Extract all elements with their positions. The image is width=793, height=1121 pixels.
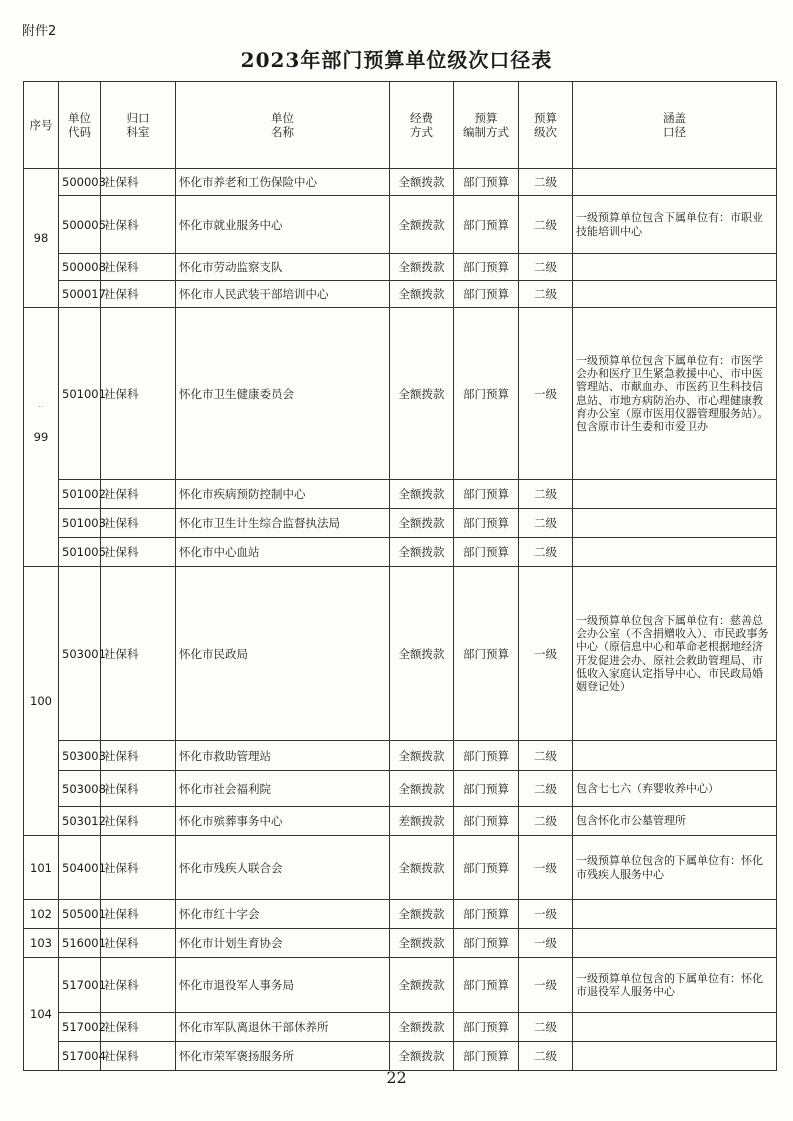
funding-cell: 全额拨款 <box>390 836 454 900</box>
unit-name-cell: 怀化市人民武装干部培训中心 <box>176 281 390 308</box>
budget-method-cell: 部门预算 <box>454 538 519 567</box>
scope-cell: 一级预算单位包含下属单位有：市医学会办和医疗卫生紧急救援中心、市中医管理站、市献血办、市医药卫生科技信息站、市地方病防治办、市心理健康教育办公室（原市医用仪器管理服务站）。包含原市计生委和市爱卫办 <box>573 308 777 480</box>
scope-cell <box>573 509 777 538</box>
scope-cell: 一级预算单位包含下属单位有：市职业技能培训中心 <box>573 196 777 254</box>
dept-cell: 社保科 <box>101 958 176 1013</box>
budget-method-cell: 部门预算 <box>454 741 519 771</box>
unit-code-cell: 504001 <box>59 836 101 900</box>
unit-code-cell: 503003 <box>59 741 101 771</box>
table-row <box>24 281 777 308</box>
table-header-row <box>24 82 777 169</box>
unit-name-cell: 怀化市荣军褒扬服务所 <box>176 1042 390 1071</box>
dept-cell: 社保科 <box>101 836 176 900</box>
budget-method-cell: 部门预算 <box>454 567 519 741</box>
budget-method-cell: 部门预算 <box>454 509 519 538</box>
unit-name-cell: 怀化市疾病预防控制中心 <box>176 480 390 509</box>
table-row <box>24 169 777 196</box>
budget-method-cell: 部门预算 <box>454 254 519 281</box>
header-level: 预算 级次 <box>519 82 573 169</box>
budget-level-cell: 二级 <box>519 254 573 281</box>
unit-name-cell: 怀化市就业服务中心 <box>176 196 390 254</box>
scope-cell <box>573 1013 777 1042</box>
unit-code-cell: 503012 <box>59 807 101 836</box>
scope-cell <box>573 254 777 281</box>
budget-level-cell: 一级 <box>519 567 573 741</box>
budget-level-cell: 一级 <box>519 958 573 1013</box>
funding-cell: 全额拨款 <box>390 900 454 929</box>
budget-level-table <box>23 81 777 1071</box>
budget-method-cell: 部门预算 <box>454 807 519 836</box>
unit-name-cell: 怀化市红十字会 <box>176 900 390 929</box>
scope-cell <box>573 281 777 308</box>
dept-cell: 社保科 <box>101 480 176 509</box>
dept-cell: 社保科 <box>101 807 176 836</box>
dept-cell: 社保科 <box>101 1042 176 1071</box>
budget-method-cell: 部门预算 <box>454 958 519 1013</box>
funding-cell: 差额拨款 <box>390 807 454 836</box>
funding-cell: 全额拨款 <box>390 538 454 567</box>
budget-method-cell: 部门预算 <box>454 308 519 480</box>
dept-cell: 社保科 <box>101 281 176 308</box>
unit-code-cell: 500017 <box>59 281 101 308</box>
unit-name-cell: 怀化市社会福利院 <box>176 771 390 807</box>
table-row <box>24 1013 777 1042</box>
seq-cell: 104 <box>24 958 59 1071</box>
header-scope: 涵盖 口径 <box>573 82 777 169</box>
budget-level-cell: 二级 <box>519 771 573 807</box>
funding-cell: 全额拨款 <box>390 254 454 281</box>
unit-name-cell: 怀化市养老和工伤保险中心 <box>176 169 390 196</box>
funding-cell: 全额拨款 <box>390 958 454 1013</box>
table-row <box>24 836 777 900</box>
budget-level-cell: 一级 <box>519 308 573 480</box>
budget-method-cell: 部门预算 <box>454 480 519 509</box>
table-row <box>24 196 777 254</box>
budget-method-cell: 部门预算 <box>454 929 519 958</box>
budget-level-cell: 二级 <box>519 281 573 308</box>
budget-level-cell: 一级 <box>519 836 573 900</box>
dept-cell: 社保科 <box>101 509 176 538</box>
seq-cell: 99 <box>24 308 59 567</box>
scope-cell: 包含怀化市公墓管理所 <box>573 807 777 836</box>
budget-level-cell: 一级 <box>519 900 573 929</box>
unit-name-cell: 怀化市民政局 <box>176 567 390 741</box>
scope-cell <box>573 480 777 509</box>
scope-cell <box>573 929 777 958</box>
scope-cell: 一级预算单位包含下属单位有：慈善总会办公室（不含捐赠收入）、市民政事务中心（原信息中心和革命老根据地经济开发促进会办、原社会救助管理局、市低收入家庭认定指导中心、市民政局婚姻登记处） <box>573 567 777 741</box>
funding-cell: 全额拨款 <box>390 1042 454 1071</box>
budget-method-cell: 部门预算 <box>454 169 519 196</box>
budget-method-cell: 部门预算 <box>454 196 519 254</box>
unit-code-cell: 516001 <box>59 929 101 958</box>
budget-level-cell: 二级 <box>519 538 573 567</box>
unit-name-cell: 怀化市救助管理站 <box>176 741 390 771</box>
dept-cell: 社保科 <box>101 196 176 254</box>
unit-name-cell: 怀化市中心血站 <box>176 538 390 567</box>
table-row <box>24 900 777 929</box>
budget-level-cell: 二级 <box>519 741 573 771</box>
scan-mark: ‥ <box>38 400 44 409</box>
funding-cell: 全额拨款 <box>390 771 454 807</box>
budget-method-cell: 部门预算 <box>454 1013 519 1042</box>
unit-code-cell: 500003 <box>59 169 101 196</box>
table-row <box>24 929 777 958</box>
unit-name-cell: 怀化市殡葬事务中心 <box>176 807 390 836</box>
unit-code-cell: 517004 <box>59 1042 101 1071</box>
unit-code-cell: 501001 <box>59 308 101 480</box>
scope-cell <box>573 1042 777 1071</box>
unit-name-cell: 怀化市残疾人联合会 <box>176 836 390 900</box>
unit-name-cell: 怀化市卫生健康委员会 <box>176 308 390 480</box>
unit-name-cell: 怀化市退役军人事务局 <box>176 958 390 1013</box>
unit-name-cell: 怀化市劳动监察支队 <box>176 254 390 281</box>
header-dept: 归口 科室 <box>101 82 176 169</box>
table-row <box>24 958 777 1013</box>
unit-name-cell: 怀化市卫生计生综合监督执法局 <box>176 509 390 538</box>
attachment-label: 附件2 <box>22 24 57 39</box>
dept-cell: 社保科 <box>101 308 176 480</box>
budget-method-cell: 部门预算 <box>454 1042 519 1071</box>
unit-code-cell: 517002 <box>59 1013 101 1042</box>
scope-cell: 一级预算单位包含的下属单位有：怀化市残疾人服务中心 <box>573 836 777 900</box>
header-funding: 经费 方式 <box>390 82 454 169</box>
unit-code-cell: 505001 <box>59 900 101 929</box>
unit-code-cell: 501002 <box>59 480 101 509</box>
funding-cell: 全额拨款 <box>390 308 454 480</box>
unit-name-cell: 怀化市军队离退休干部休养所 <box>176 1013 390 1042</box>
unit-code-cell: 500005 <box>59 196 101 254</box>
dept-cell: 社保科 <box>101 538 176 567</box>
unit-code-cell: 517001 <box>59 958 101 1013</box>
budget-level-cell: 二级 <box>519 807 573 836</box>
scope-cell <box>573 538 777 567</box>
unit-code-cell: 503008 <box>59 771 101 807</box>
scope-cell <box>573 900 777 929</box>
funding-cell: 全额拨款 <box>390 1013 454 1042</box>
funding-cell: 全额拨款 <box>390 480 454 509</box>
budget-method-cell: 部门预算 <box>454 900 519 929</box>
seq-cell: 103 <box>24 929 59 958</box>
header-seq: 序号 <box>24 82 59 169</box>
dept-cell: 社保科 <box>101 900 176 929</box>
table-row <box>24 509 777 538</box>
funding-cell: 全额拨款 <box>390 196 454 254</box>
table-row <box>24 308 777 480</box>
table-row <box>24 567 777 741</box>
dept-cell: 社保科 <box>101 169 176 196</box>
unit-code-cell: 501003 <box>59 509 101 538</box>
seq-cell: 98 <box>24 169 59 308</box>
dept-cell: 社保科 <box>101 771 176 807</box>
budget-level-cell: 一级 <box>519 929 573 958</box>
page-number: 22 <box>386 1068 407 1087</box>
budget-method-cell: 部门预算 <box>454 771 519 807</box>
budget-method-cell: 部门预算 <box>454 281 519 308</box>
seq-cell: 101 <box>24 836 59 900</box>
table-row <box>24 538 777 567</box>
scope-cell <box>573 169 777 196</box>
funding-cell: 全额拨款 <box>390 567 454 741</box>
seq-cell: 102 <box>24 900 59 929</box>
table-row <box>24 741 777 771</box>
dept-cell: 社保科 <box>101 1013 176 1042</box>
unit-code-cell: 500008 <box>59 254 101 281</box>
dept-cell: 社保科 <box>101 254 176 281</box>
scope-cell <box>573 741 777 771</box>
budget-level-cell: 二级 <box>519 196 573 254</box>
table-row <box>24 1042 777 1071</box>
table-row <box>24 480 777 509</box>
budget-level-cell: 二级 <box>519 509 573 538</box>
dept-cell: 社保科 <box>101 567 176 741</box>
funding-cell: 全额拨款 <box>390 929 454 958</box>
header-budget-method: 预算 编制方式 <box>454 82 519 169</box>
table-row <box>24 254 777 281</box>
budget-level-cell: 二级 <box>519 169 573 196</box>
dept-cell: 社保科 <box>101 929 176 958</box>
funding-cell: 全额拨款 <box>390 509 454 538</box>
page-title: 2023年部门预算单位级次口径表 <box>240 48 553 72</box>
funding-cell: 全额拨款 <box>390 281 454 308</box>
unit-code-cell: 501005 <box>59 538 101 567</box>
seq-cell: 100 <box>24 567 59 836</box>
budget-level-cell: 二级 <box>519 1013 573 1042</box>
budget-level-cell: 二级 <box>519 480 573 509</box>
budget-level-cell: 二级 <box>519 1042 573 1071</box>
unit-code-cell: 503001 <box>59 567 101 741</box>
scope-cell: 包含七七六（弃婴收养中心） <box>573 771 777 807</box>
table-row <box>24 771 777 807</box>
budget-method-cell: 部门预算 <box>454 836 519 900</box>
funding-cell: 全额拨款 <box>390 169 454 196</box>
scope-cell: 一级预算单位包含的下属单位有：怀化市退役军人服务中心 <box>573 958 777 1013</box>
table-row <box>24 807 777 836</box>
header-code: 单位 代码 <box>59 82 101 169</box>
header-name: 单位 名称 <box>176 82 390 169</box>
funding-cell: 全额拨款 <box>390 741 454 771</box>
dept-cell: 社保科 <box>101 741 176 771</box>
unit-name-cell: 怀化市计划生育协会 <box>176 929 390 958</box>
